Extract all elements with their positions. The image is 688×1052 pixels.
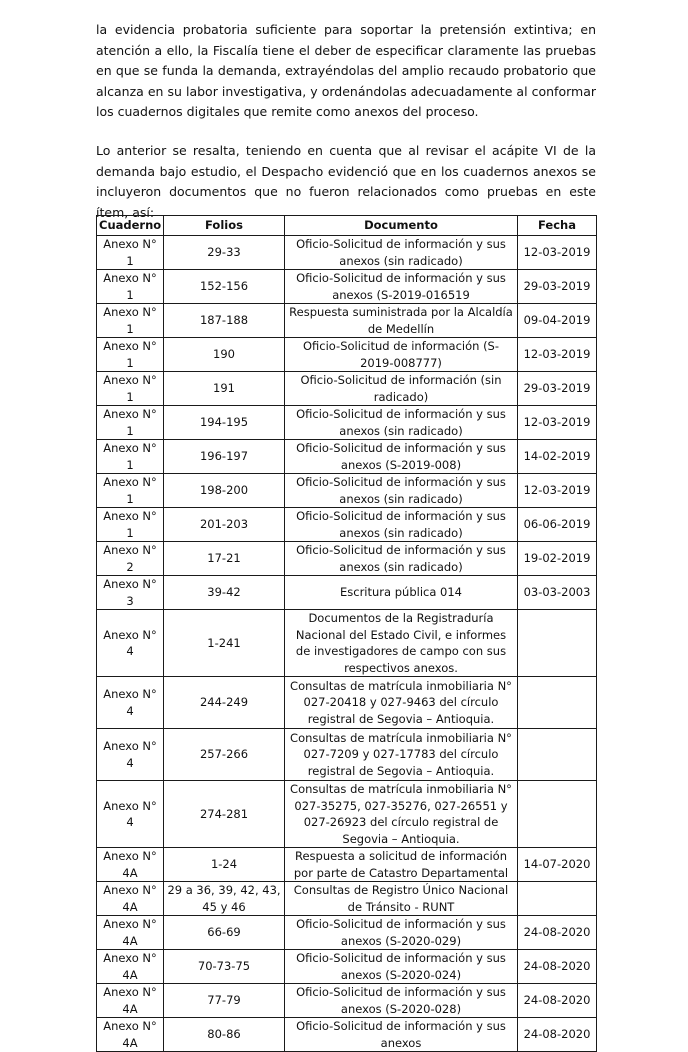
cell-fecha: 12-03-2019 — [518, 406, 597, 440]
cell-folios: 39-42 — [164, 576, 285, 610]
cell-documento: Oficio-Solicitud de información y sus anexos (sin radicado) — [285, 406, 518, 440]
cell-cuaderno: Anexo N° 4 — [97, 729, 164, 781]
cell-folios: 80-86 — [164, 1018, 285, 1052]
cell-cuaderno: Anexo N° 4A — [97, 916, 164, 950]
cell-folios: 201-203 — [164, 508, 285, 542]
table-row — [97, 576, 597, 610]
cell-documento: Oficio-Solicitud de información y sus anexos (sin radicado) — [285, 236, 518, 270]
cell-folios: 257-266 — [164, 729, 285, 781]
cell-fecha — [518, 610, 597, 677]
cell-documento: Oficio-Solicitud de información y sus anexos (S-2019-016519 — [285, 270, 518, 304]
evidence-table — [96, 215, 597, 1052]
cell-documento: Oficio-Solicitud de información y sus anexos (sin radicado) — [285, 508, 518, 542]
table-row — [97, 474, 597, 508]
cell-documento: Oficio-Solicitud de información y sus anexos (S-2020-024) — [285, 950, 518, 984]
cell-documento: Oficio-Solicitud de información y sus anexos (S-2020-028) — [285, 984, 518, 1018]
table-row — [97, 338, 597, 372]
cell-documento: Escritura pública 014 — [285, 576, 518, 610]
cell-cuaderno: Anexo N° 4A — [97, 882, 164, 916]
cell-cuaderno: Anexo N° 4A — [97, 1018, 164, 1052]
cell-fecha: 06-06-2019 — [518, 508, 597, 542]
cell-fecha: 12-03-2019 — [518, 338, 597, 372]
table-header — [97, 216, 597, 236]
table-row — [97, 781, 597, 848]
cell-fecha: 24-08-2020 — [518, 984, 597, 1018]
cell-documento: Oficio-Solicitud de información (sin radicado) — [285, 372, 518, 406]
cell-cuaderno: Anexo N° 1 — [97, 270, 164, 304]
cell-cuaderno: Anexo N° 3 — [97, 576, 164, 610]
table-row — [97, 440, 597, 474]
cell-fecha — [518, 729, 597, 781]
cell-documento: Respuesta suministrada por la Alcaldía de Medellín — [285, 304, 518, 338]
cell-folios: 29 a 36, 39, 42, 43, 45 y 46 — [164, 882, 285, 916]
cell-cuaderno: Anexo N° 4 — [97, 677, 164, 729]
header-folios: Folios — [164, 216, 285, 236]
cell-folios: 29-33 — [164, 236, 285, 270]
table-row — [97, 542, 597, 576]
cell-cuaderno: Anexo N° 1 — [97, 338, 164, 372]
cell-documento: Consultas de matrícula inmobiliaria N° 027-20418 y 027-9463 del círculo registral de Segovia – Antioquia. — [285, 677, 518, 729]
cell-cuaderno: Anexo N° 1 — [97, 474, 164, 508]
cell-cuaderno: Anexo N° 1 — [97, 236, 164, 270]
table-row — [97, 916, 597, 950]
table-row — [97, 950, 597, 984]
table-row — [97, 236, 597, 270]
cell-folios: 70-73-75 — [164, 950, 285, 984]
table-row — [97, 406, 597, 440]
header-row — [97, 216, 597, 236]
cell-cuaderno: Anexo N° 4A — [97, 848, 164, 882]
cell-documento: Consultas de matrícula inmobiliaria N° 027-35275, 027-35276, 027-26551 y 027-26923 del círculo registral de Segovia – Antioquia. — [285, 781, 518, 848]
cell-folios: 152-156 — [164, 270, 285, 304]
table-row — [97, 984, 597, 1018]
table-body — [97, 236, 597, 1052]
cell-folios: 1-241 — [164, 610, 285, 677]
cell-documento: Oficio-Solicitud de información y sus anexos — [285, 1018, 518, 1052]
cell-fecha: 12-03-2019 — [518, 474, 597, 508]
cell-fecha: 03-03-2003 — [518, 576, 597, 610]
header-fecha: Fecha — [518, 216, 597, 236]
cell-cuaderno: Anexo N° 4A — [97, 984, 164, 1018]
cell-folios: 198-200 — [164, 474, 285, 508]
paragraph-context: Lo anterior se resalta, teniendo en cuenta que al revisar el acápite VI de la demanda bajo estudio, el Despacho evidenció que en los cuadernos anexos se incluyeron documentos que no fueron relacionados como pruebas en este ítem, así: — [96, 143, 596, 220]
cell-fecha — [518, 882, 597, 916]
cell-cuaderno: Anexo N° 2 — [97, 542, 164, 576]
cell-fecha: 29-03-2019 — [518, 270, 597, 304]
table-row — [97, 1018, 597, 1052]
cell-documento: Oficio-Solicitud de información y sus anexos (S-2019-008) — [285, 440, 518, 474]
cell-fecha: 14-07-2020 — [518, 848, 597, 882]
cell-documento: Oficio-Solicitud de información y sus anexos (S-2020-029) — [285, 916, 518, 950]
cell-documento: Oficio-Solicitud de información (S-2019-008777) — [285, 338, 518, 372]
cell-cuaderno: Anexo N° 4A — [97, 950, 164, 984]
cell-documento: Oficio-Solicitud de información y sus anexos (sin radicado) — [285, 542, 518, 576]
cell-fecha: 14-02-2019 — [518, 440, 597, 474]
header-documento: Documento — [285, 216, 518, 236]
cell-folios: 194-195 — [164, 406, 285, 440]
cell-documento: Documentos de la Registraduría Nacional del Estado Civil, e informes de investigadores de campo con sus respectivos anexos. — [285, 610, 518, 677]
table-row — [97, 372, 597, 406]
cell-cuaderno: Anexo N° 1 — [97, 440, 164, 474]
cell-fecha: 19-02-2019 — [518, 542, 597, 576]
cell-folios: 191 — [164, 372, 285, 406]
table-row — [97, 304, 597, 338]
cell-fecha: 12-03-2019 — [518, 236, 597, 270]
table-row — [97, 882, 597, 916]
cell-folios: 77-79 — [164, 984, 285, 1018]
table-row — [97, 848, 597, 882]
cell-fecha: 24-08-2020 — [518, 916, 597, 950]
table-row — [97, 610, 597, 677]
paragraph-intro: la evidencia probatoria suficiente para soportar la pretensión extintiva; en atención a ello, la Fiscalía tiene el deber de especificar claramente las pruebas en que se funda la demanda, extrayéndolas del amplio recaudo probatorio que alcanza en su labor investigativa, y ordenándolas adecuadamente al conformar los cuadernos digitales que remite como anexos del proceso. — [96, 22, 596, 119]
cell-fecha: 24-08-2020 — [518, 950, 597, 984]
table-row — [97, 677, 597, 729]
cell-folios: 274-281 — [164, 781, 285, 848]
cell-cuaderno: Anexo N° 1 — [97, 304, 164, 338]
cell-folios: 1-24 — [164, 848, 285, 882]
cell-documento: Respuesta a solicitud de información por parte de Catastro Departamental — [285, 848, 518, 882]
cell-fecha: 24-08-2020 — [518, 1018, 597, 1052]
cell-folios: 190 — [164, 338, 285, 372]
cell-cuaderno: Anexo N° 1 — [97, 372, 164, 406]
cell-documento: Oficio-Solicitud de información y sus anexos (sin radicado) — [285, 474, 518, 508]
table-row — [97, 270, 597, 304]
table-row — [97, 508, 597, 542]
cell-cuaderno: Anexo N° 1 — [97, 406, 164, 440]
cell-documento: Consultas de matrícula inmobiliaria N° 027-7209 y 027-17783 del círculo registral de Segovia – Antioquia. — [285, 729, 518, 781]
cell-folios: 17-21 — [164, 542, 285, 576]
cell-fecha — [518, 677, 597, 729]
cell-cuaderno: Anexo N° 4 — [97, 781, 164, 848]
cell-fecha — [518, 781, 597, 848]
cell-documento: Consultas de Registro Único Nacional de Tránsito - RUNT — [285, 882, 518, 916]
cell-cuaderno: Anexo N° 1 — [97, 508, 164, 542]
cell-fecha: 09-04-2019 — [518, 304, 597, 338]
cell-folios: 187-188 — [164, 304, 285, 338]
cell-fecha: 29-03-2019 — [518, 372, 597, 406]
cell-cuaderno: Anexo N° 4 — [97, 610, 164, 677]
header-cuaderno: Cuaderno — [97, 216, 164, 236]
cell-folios: 66-69 — [164, 916, 285, 950]
table-row — [97, 729, 597, 781]
cell-folios: 196-197 — [164, 440, 285, 474]
cell-folios: 244-249 — [164, 677, 285, 729]
